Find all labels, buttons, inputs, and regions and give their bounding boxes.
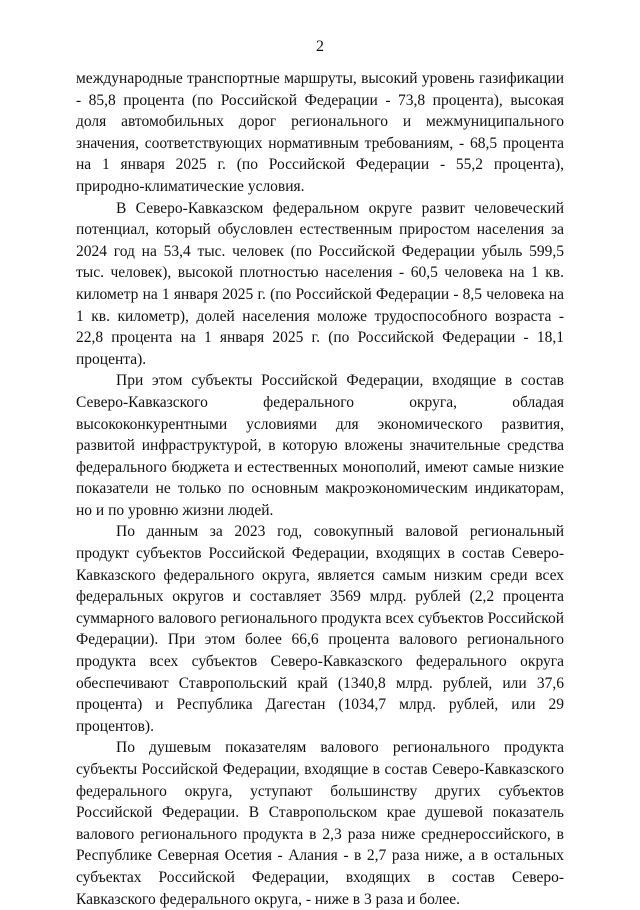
- paragraph-grp-2023: По данным за 2023 год, совокупный валовой региональный продукт субъектов Российской Федерации, входящих в состав Северо-Кавказского федерального округа, является самым низким среди всех федеральных округов и составляет 3569 млрд. рублей (2,2 процента суммарного валового регионального продукта всех субъектов Российской Федерации). При этом более 66,6 процента валового регионального продукта всех субъектов Северо-Кавказского федерального округа обеспечивают Ставропольский край (1340,8 млрд. рублей, или 37,6 процента) и Республика Дагестан (1034,7 млрд. рублей, или 29 процентов).: [76, 523, 564, 735]
- paragraph-human-potential: В Северо-Кавказском федеральном округе развит человеческий потенциал, который обусловлен естественным приростом населения за 2024 год на 53,4 тыс. человек (по Российской Федерации убыль 599,5 тыс. человек), высокой плотностью населения - 60,5 человека на 1 кв. километр на 1 января 2025 г. (по Российской Федерации - 8,5 человека на 1 кв. километр), долей населения моложе трудоспособного возраста - 22,8 процента на 1 января 2025 г. (по Российской Федерации - 18,1 процента).: [76, 199, 564, 368]
- paragraph-continuation: международные транспортные маршруты, высокий уровень газификации - 85,8 процента (по Российской Федерации - 73,8 процента), высокая доля автомобильных дорог регионального и межмуниципального значения, соответствующих нормативным требованиям, - 68,5 процента на 1 января 2025 г. (по Российской Федерации - 55,2 процента), природно-климатические условия.: [76, 70, 564, 195]
- paragraph-low-indicators: При этом субъекты Российской Федерации, входящие в состав Северо-Кавказского федерального округа, обладая высококонкурентными условиями для экономического развития, развитой инфраструктурой, в которую вложены значительные средства федерального бюджета и естественных монополий, имеют самые низкие показатели не только по основным макроэкономическим индикаторам, но и по уровню жизни людей.: [76, 372, 564, 519]
- paragraph-per-capita-grp: По душевым показателям валового регионального продукта субъекты Российской Федерации, входящие в состав Северо-Кавказского федерального округа, уступают большинству других субъектов Российской Федерации. В Ставропольском крае душевой показатель валового регионального продукта в 2,3 раза ниже среднероссийского, в Республике Северная Осетия - Алания - в 2,7 раза ниже, а в остальных субъектах Российской Федерации, входящих в состав Северо-Кавказского федерального округа, - ниже в 3 раза и более.: [76, 739, 564, 908]
- document-body: [76, 68, 564, 910]
- page-number: 2: [316, 38, 324, 55]
